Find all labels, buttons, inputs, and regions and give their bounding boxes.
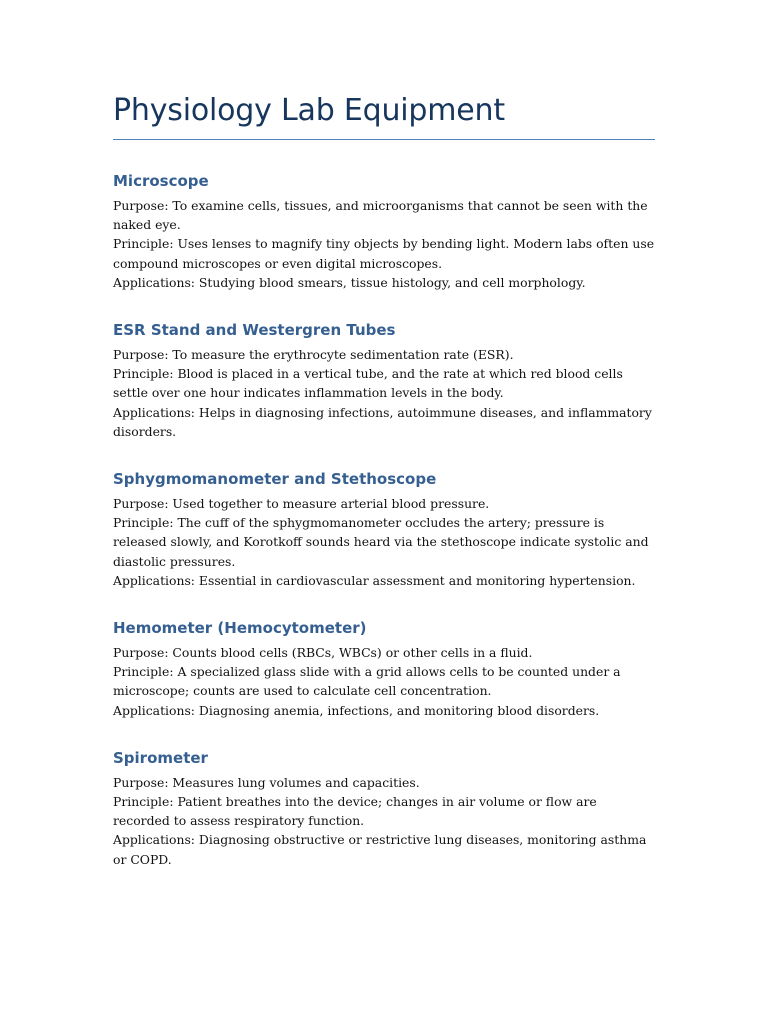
- applications-text: Applications: Diagnosing anemia, infections, and monitoring blood disorders.: [113, 702, 600, 718]
- title-divider: [113, 139, 655, 140]
- applications-text: Applications: Helps in diagnosing infections, autoimmune diseases, and inflammatory disorders.: [113, 404, 652, 439]
- applications-text: Applications: Essential in cardiovascular assessment and monitoring hypertension.: [113, 572, 636, 588]
- section-heading: Microscope: [113, 172, 209, 190]
- applications-text: Applications: Studying blood smears, tissue histology, and cell morphology.: [113, 274, 586, 290]
- section-heading: Sphygmomanometer and Stethoscope: [113, 470, 437, 489]
- sections-container: [113, 170, 655, 896]
- principle-text: Principle: Patient breathes into the device; changes in air volume or flow are recorded to assess respiratory function.: [113, 794, 597, 829]
- section-heading: Spirometer: [113, 748, 208, 767]
- principle-text: Principle: The cuff of the sphygmomanometer occludes the artery; pressure is released slowly, and Korotkoff sounds heard via the stethoscope indicate systolic and diastolic pressures.: [113, 515, 649, 569]
- purpose-text: Purpose: To measure the erythrocyte sedimentation rate (ESR).: [113, 347, 514, 363]
- principle-text: Principle: A specialized glass slide with a grid allows cells to be counted under a microscope; counts are used to calculate cell concentration.: [113, 664, 621, 699]
- purpose-text: Purpose: Used together to measure arterial blood pressure.: [113, 496, 490, 512]
- section-spirometer: [113, 747, 655, 869]
- section-heading: ESR Stand and Westergren Tubes: [113, 321, 396, 340]
- purpose-text: Purpose: To examine cells, tissues, and microorganisms that cannot be seen with the naked eye.: [113, 198, 648, 233]
- principle-text: Principle: Uses lenses to magnify tiny objects by bending light. Modern labs often use compound microscopes or even digital microscopes.: [113, 236, 655, 271]
- purpose-text: Purpose: Measures lung volumes and capacities.: [113, 774, 420, 790]
- section-microscope: [113, 170, 655, 292]
- principle-text: Principle: Blood is placed in a vertical tube, and the rate at which red blood cells settle over one hour indicates inflammation levels in the body.: [113, 366, 623, 401]
- applications-text: Applications: Diagnosing obstructive or restrictive lung diseases, monitoring asthma or COPD.: [113, 832, 647, 867]
- section-sphygmomanometer: [113, 468, 655, 590]
- section-heading: Hemometer (Hemocytometer): [113, 619, 367, 638]
- section-hemometer: [113, 617, 655, 720]
- page-title: Physiology Lab Equipment: [113, 93, 505, 128]
- section-esr-stand: [113, 319, 655, 441]
- purpose-text: Purpose: Counts blood cells (RBCs, WBCs) or other cells in a fluid.: [113, 645, 533, 661]
